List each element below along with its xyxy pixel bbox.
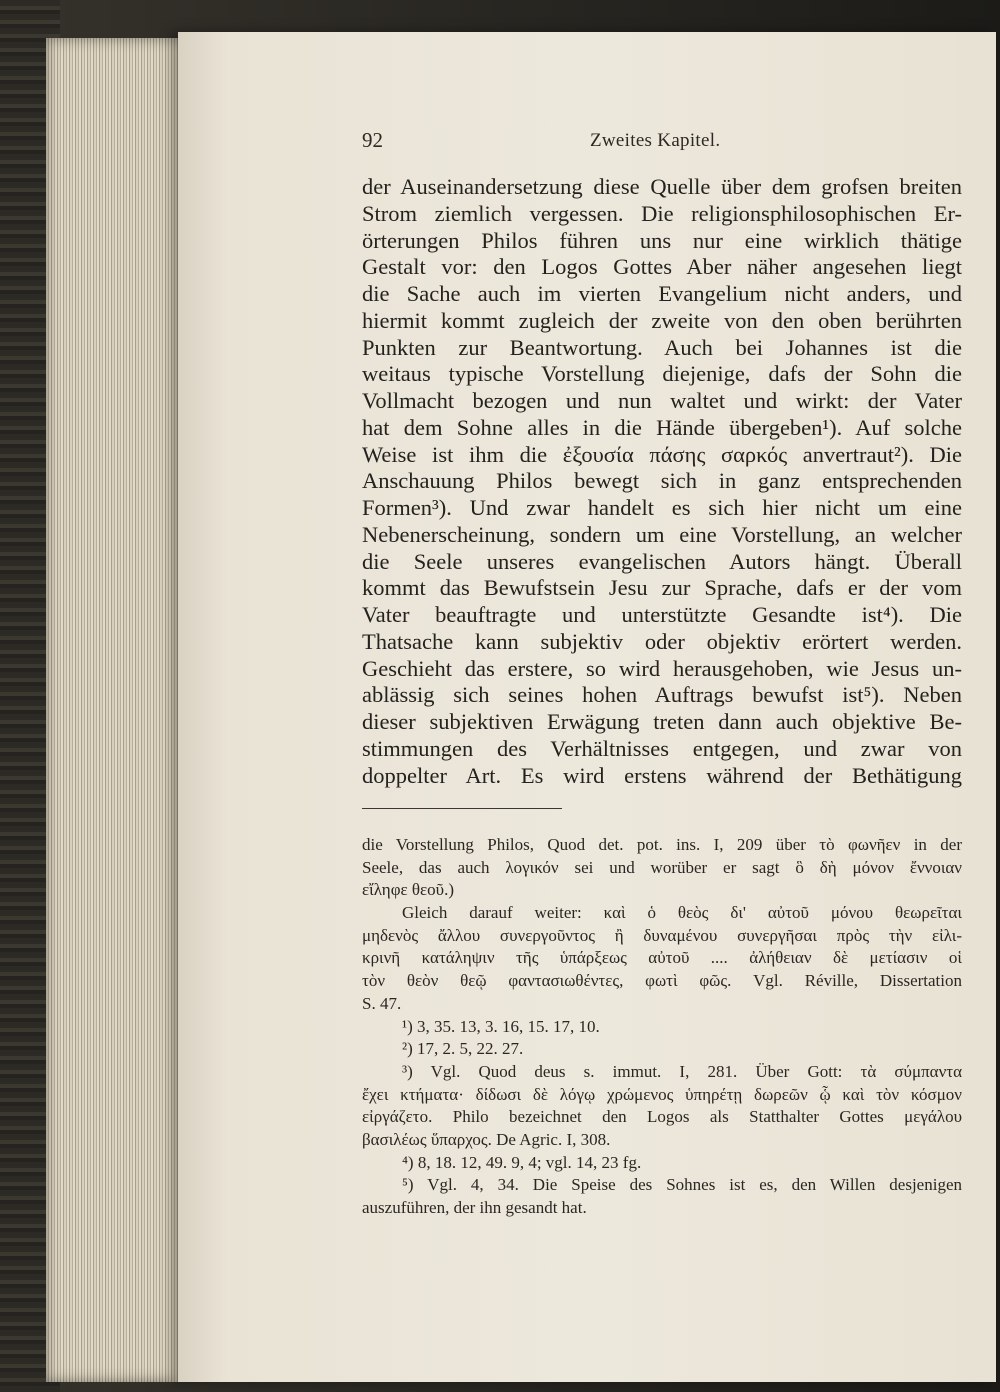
body-line: hat dem Sohne alles in die Hände übergeben¹). Auf solche bbox=[362, 414, 962, 440]
body-line: Geschieht das erstere, so wird herausgehoben, wie Jesus un- bbox=[362, 655, 962, 681]
main-text bbox=[362, 174, 962, 789]
body-line: Thatsache kann subjektiv oder objektiv erörtert werden. bbox=[362, 628, 962, 654]
body-line: ablässig sich seines hohen Auftrags bewufst ist⁵). Neben bbox=[362, 682, 962, 708]
footnote-line: S. 47. bbox=[362, 993, 402, 1013]
body-line: hiermit kommt zugleich der zweite von den oben berührten bbox=[362, 307, 962, 333]
footnote-line: auszuführen, der ihn gesandt hat. bbox=[362, 1198, 587, 1217]
body-line: örterungen Philos führen uns nur eine wirklich thätige bbox=[362, 227, 962, 253]
footnotes bbox=[362, 834, 962, 1220]
footnote-line: βασιλέως ὕπαρχος. De Agric. I, 308. bbox=[362, 1129, 611, 1149]
footnote-line: ἔχει κτήματα· δίδωσι δὲ λόγῳ χρώμενος ὑπηρέτῃ δωρεῶν ᾧ καὶ τὸν κόσμον bbox=[362, 1084, 962, 1104]
body-line: weitaus typische Vorstellung diejenige, dafs der Sohn die bbox=[362, 361, 962, 387]
footnote-line: ⁴) 8, 18. 12, 49. 9, 4; vgl. 14, 23 fg. bbox=[402, 1152, 642, 1172]
body-line: Strom ziemlich vergessen. Die religionsphilosophischen Er- bbox=[362, 200, 962, 226]
body-line: stimmungen des Verhältnisses entgegen, und zwar von bbox=[362, 735, 962, 761]
body-line: Anschauung Philos bewegt sich in ganz entsprechenden bbox=[362, 468, 962, 494]
footnote-line: ³) Vgl. Quod deus s. immut. I, 281. Über Gott: τὰ σύμπαντα bbox=[402, 1061, 962, 1081]
footnote-line: ¹) 3, 35. 13, 3. 16, 15. 17, 10. bbox=[402, 1016, 600, 1036]
footnote-line: ²) 17, 2. 5, 22. 27. bbox=[402, 1039, 524, 1059]
footnote-line: εἰργάζετο. Philo bezeichnet den Logos als Statthalter Gottes μεγάλου bbox=[362, 1107, 962, 1127]
body-line: Vollmacht bezogen und nun waltet und wirkt: der Vater bbox=[362, 388, 962, 413]
body-line: kommt das Bewufstsein Jesu zur Sprache, dafs er der vom bbox=[362, 575, 962, 601]
page-number: 92 bbox=[362, 128, 383, 152]
footnote-line: ⁵) Vgl. 4, 34. Die Speise des Sohnes ist es, den Willen desjenigen bbox=[402, 1175, 962, 1195]
footnote-line: μηδενὸς ἄλλου συνεργοῦντος ἢ δυναμένου συνεργῆσαι πρὸς τὴν εἰλι- bbox=[362, 925, 962, 945]
body-line: Weise ist ihm die ἐξουσία πάσης σαρκός anvertraut²). Die bbox=[362, 441, 962, 467]
body-line: Gestalt vor: den Logos Gottes Aber näher angesehen liegt bbox=[362, 254, 962, 280]
body-line: Nebenerscheinung, sondern um eine Vorstellung, an welcher bbox=[362, 521, 962, 547]
body-line: der Auseinandersetzung diese Quelle über dem grofsen breiten bbox=[362, 174, 962, 199]
running-title: Zweites Kapitel. bbox=[590, 130, 721, 151]
running-header bbox=[362, 128, 962, 160]
footnote-line: Seele, das auch λογικόν sei und worüber er sagt ὃ δὴ μόνον ἔννοιαν bbox=[362, 857, 962, 877]
body-line: Formen³). Und zwar handelt es sich hier nicht um eine bbox=[362, 495, 962, 520]
footnote-line: Gleich darauf weiter: καὶ ὁ θεὸς δι' αὐτοῦ μόνου θεωρεῖται bbox=[402, 903, 962, 923]
body-line: Vater beauftragte und unterstützte Gesandte ist⁴). Die bbox=[362, 602, 962, 627]
body-line: die Sache auch im vierten Evangelium nicht anders, und bbox=[362, 281, 962, 306]
body-line: die Seele unseres evangelischen Autors hängt. Überall bbox=[362, 548, 962, 574]
page-stack-edges bbox=[46, 38, 196, 1382]
body-line: dieser subjektiven Erwägung treten dann auch objektive Be- bbox=[362, 709, 962, 734]
footnote-line: κρινῆ κατάληψιν τῆς ὑπάρξεως αὐτοῦ .... ἀλήθειαν δὲ μετίασιν οἱ bbox=[362, 948, 962, 968]
footnote-divider bbox=[362, 808, 562, 809]
footnote-line: τὸν θεὸν θεῷ φαντασιωθέντες, φωτὶ φῶς. Vgl. Réville, Dissertation bbox=[362, 971, 962, 991]
body-line: Punkten zur Beantwortung. Auch bei Johannes ist die bbox=[362, 334, 962, 360]
footnote-line: die Vorstellung Philos, Quod det. pot. ins. I, 209 über τὸ φωνῆεν in der bbox=[362, 835, 962, 854]
footnote-line: εἴληφε θεοῦ.) bbox=[362, 880, 455, 900]
body-line: doppelter Art. Es wird erstens während der Bethätigung bbox=[362, 762, 962, 788]
